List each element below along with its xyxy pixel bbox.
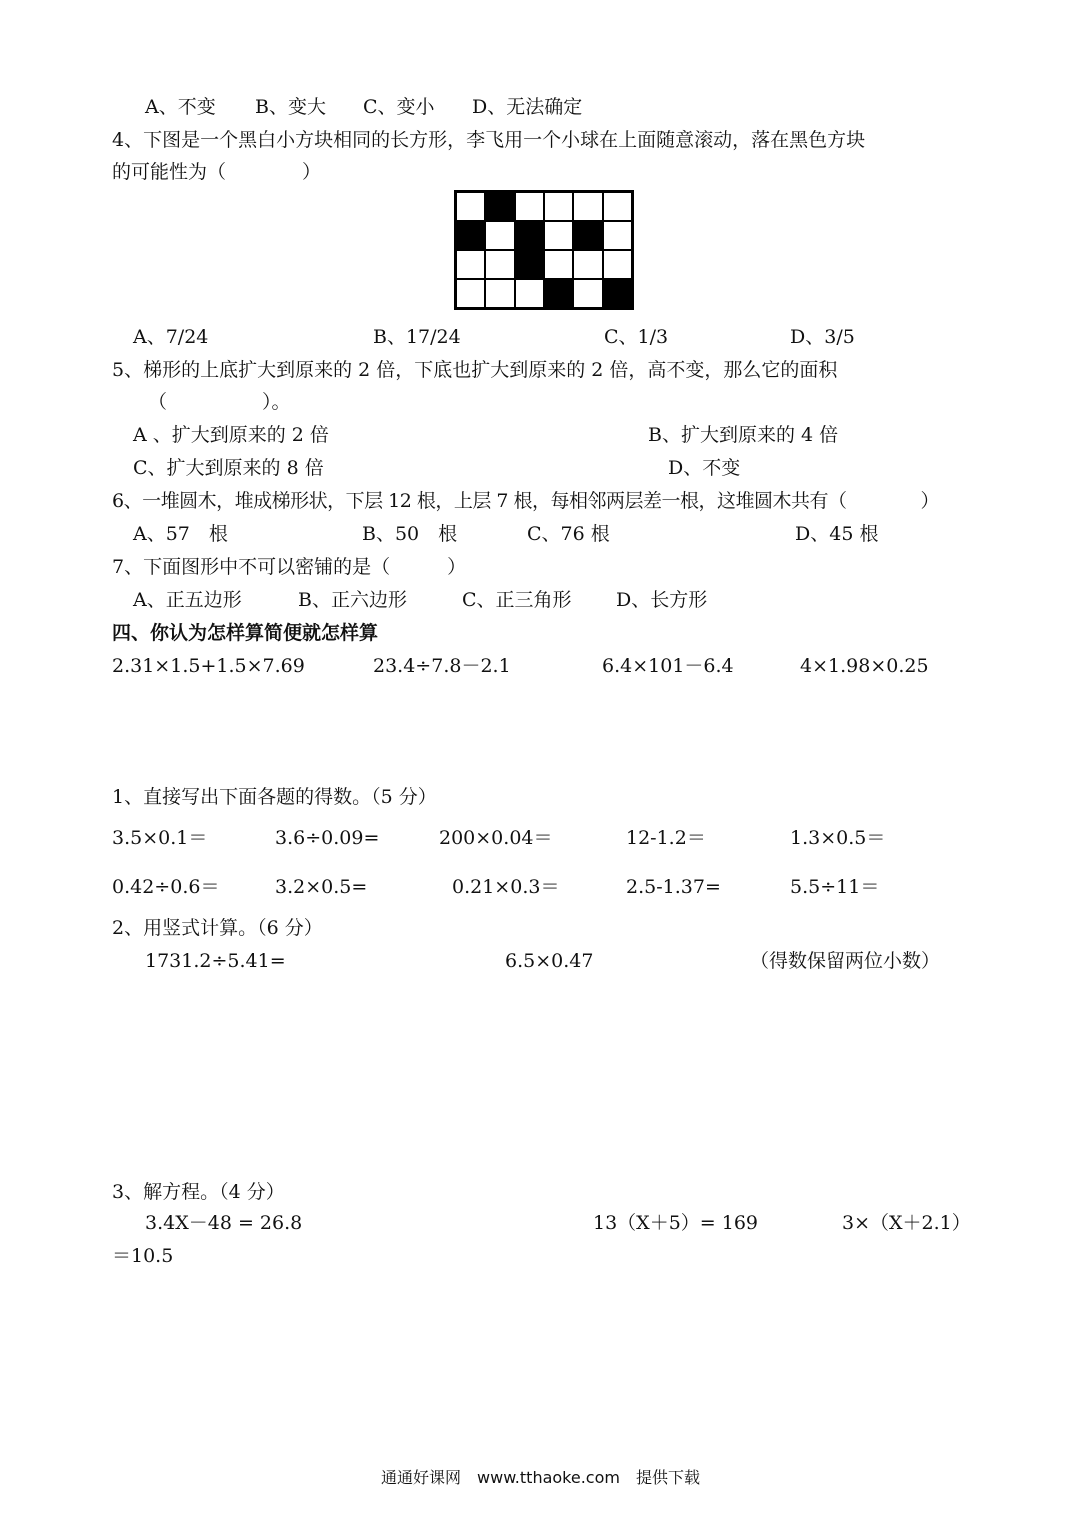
q5-option-d: D、不变: [668, 457, 741, 479]
q4-option-a: A、7/24: [133, 326, 209, 348]
q4-question-line2: 的可能性为（ ）: [112, 161, 322, 183]
white-square: [515, 192, 544, 221]
white-square: [603, 221, 632, 250]
q3-option-b: B、变大: [255, 96, 326, 118]
q6-option-b: B、50 根: [362, 523, 458, 545]
vertical-calc-note: （得数保留两位小数）: [750, 950, 941, 972]
part1-heading: 1、直接写出下面各题的得数。（5 分）: [112, 786, 437, 808]
white-square: [515, 279, 544, 308]
q4-question-line1: 4、下图是一个黑白小方块相同的长方形，李飞用一个小球在上面随意滚动，落在黑色方块: [112, 129, 866, 151]
mental-calc-item: 3.6÷0.09=: [275, 827, 380, 849]
section4-item: 23.4÷7.8－2.1: [373, 655, 511, 677]
white-square: [603, 250, 632, 279]
mental-calc-item: 3.2×0.5=: [275, 876, 368, 898]
white-square: [603, 192, 632, 221]
white-square: [544, 192, 573, 221]
section4-item: 4×1.98×0.25: [800, 655, 929, 677]
q6-question: 6、一堆圆木，堆成梯形状，下层 12 根，上层 7 根，每相邻两层差一根，这堆圆木共有（ ）: [112, 490, 940, 512]
white-square: [485, 279, 514, 308]
black-square: [456, 221, 485, 250]
black-white-grid: [454, 190, 634, 310]
section4-item: 2.31×1.5+1.5×7.69: [112, 655, 305, 677]
q3-option-d: D、无法确定: [472, 96, 583, 118]
equation-continuation: ＝10.5: [112, 1245, 174, 1267]
q3-option-a: A、不变: [145, 96, 216, 118]
q5-option-c: C、扩大到原来的 8 倍: [133, 457, 324, 479]
mental-calc-item: 2.5-1.37=: [626, 876, 721, 898]
q4-option-b: B、17/24: [373, 326, 461, 348]
mental-calc-item: 0.21×0.3＝: [452, 876, 560, 898]
white-square: [456, 279, 485, 308]
white-square: [544, 221, 573, 250]
q5-question-line2: （ ）。: [148, 391, 291, 413]
section4-item: 6.4×101－6.4: [602, 655, 734, 677]
black-square: [515, 250, 544, 279]
black-square: [485, 192, 514, 221]
q7-option-a: A、正五边形: [133, 589, 242, 611]
white-square: [485, 221, 514, 250]
mental-calc-item: 200×0.04＝: [439, 827, 553, 849]
part2-heading: 2、用竖式计算。（6 分）: [112, 917, 323, 939]
black-square: [544, 279, 573, 308]
q5-option-b: B、扩大到原来的 4 倍: [648, 424, 839, 446]
black-square: [573, 221, 602, 250]
white-square: [573, 279, 602, 308]
mental-calc-item: 0.42÷0.6＝: [112, 876, 220, 898]
mental-calc-item: 3.5×0.1＝: [112, 827, 208, 849]
vertical-calc-item: 1731.2÷5.41=: [145, 950, 286, 972]
q4-option-d: D、3/5: [790, 326, 855, 348]
vertical-calc-item: 6.5×0.47: [505, 950, 594, 972]
q7-question: 7、下面图形中不可以密铺的是（ ）: [112, 556, 467, 578]
white-square: [544, 250, 573, 279]
q6-option-c: C、76 根: [527, 523, 610, 545]
footer: 通通好课网 www.tthaoke.com 提供下载: [381, 1468, 700, 1487]
q7-option-d: D、长方形: [616, 589, 708, 611]
mental-calc-item: 12-1.2＝: [626, 827, 706, 849]
white-square: [573, 250, 602, 279]
mental-calc-item: 1.3×0.5＝: [790, 827, 886, 849]
q6-option-a: A、57 根: [133, 523, 228, 545]
white-square: [456, 192, 485, 221]
q5-question-line1: 5、梯形的上底扩大到原来的 2 倍，下底也扩大到原来的 2 倍，高不变，那么它的面积: [112, 359, 838, 381]
q5-option-a: A 、扩大到原来的 2 倍: [133, 424, 329, 446]
equation-item: 3×（X＋2.1）: [842, 1212, 971, 1234]
q7-option-c: C、正三角形: [462, 589, 572, 611]
equation-item: 3.4X－48 = 26.8: [145, 1212, 303, 1234]
equation-item: 13（X＋5）= 169: [593, 1212, 759, 1234]
white-square: [485, 250, 514, 279]
white-square: [456, 250, 485, 279]
black-square: [515, 221, 544, 250]
section4-heading: 四、你认为怎样算简便就怎样算: [112, 622, 379, 644]
q4-option-c: C、1/3: [604, 326, 669, 348]
black-square: [603, 279, 632, 308]
white-square: [573, 192, 602, 221]
mental-calc-item: 5.5÷11＝: [790, 876, 880, 898]
q7-option-b: B、正六边形: [298, 589, 407, 611]
part3-heading: 3、解方程。（4 分）: [112, 1181, 285, 1203]
q6-option-d: D、45 根: [795, 523, 879, 545]
q3-option-c: C、变小: [363, 96, 435, 118]
